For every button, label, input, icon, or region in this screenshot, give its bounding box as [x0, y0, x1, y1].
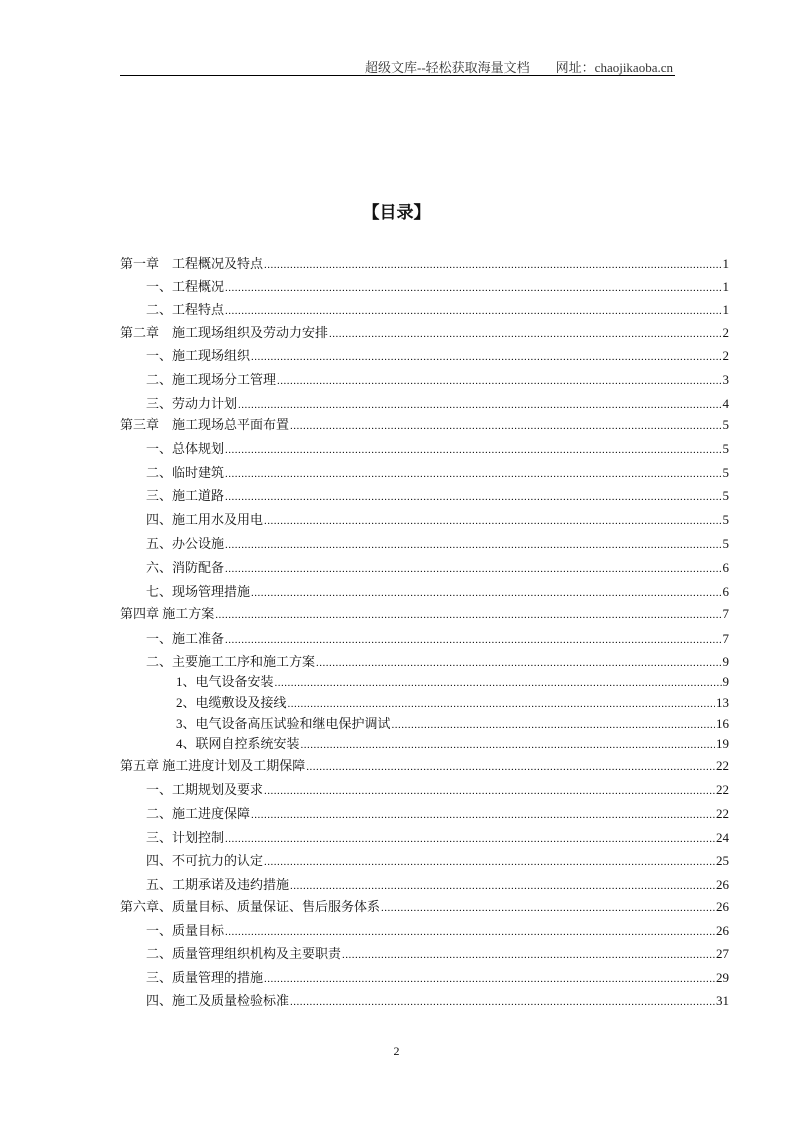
toc-entry-page: 4: [722, 396, 729, 411]
toc-leader-dots: [277, 373, 721, 389]
toc-entry[interactable]: [146, 279, 729, 295]
toc-entry[interactable]: [176, 674, 729, 690]
toc-entry-page: 9: [722, 654, 729, 669]
toc-entry-label: 3、电气设备高压试验和继电保护调试: [176, 716, 391, 731]
toc-entry[interactable]: [120, 256, 729, 272]
toc-leader-dots: [264, 783, 715, 799]
toc-entry-page: 2: [722, 325, 729, 340]
toc-leader-dots: [251, 807, 715, 823]
toc-entry[interactable]: [146, 970, 729, 986]
toc-entry-label: 二、质量管理组织机构及主要职责: [146, 946, 342, 961]
toc-entry[interactable]: [146, 631, 729, 647]
toc-entry-page: 22: [716, 806, 729, 821]
toc-entry-label: 一、总体规划: [146, 441, 225, 456]
header-site: 超级文库--轻松获取海量文档: [365, 60, 530, 75]
toc-entry-label: 六、消防配备: [146, 560, 225, 575]
toc-leader-dots: [342, 947, 715, 963]
toc-entry-page: 22: [716, 782, 729, 797]
toc-entry-label: 二、临时建筑: [146, 465, 225, 480]
toc-entry[interactable]: [176, 716, 729, 732]
toc-entry-label: 七、现场管理措施: [146, 584, 251, 599]
toc-entry[interactable]: [146, 923, 729, 939]
toc-entry-page: 6: [722, 584, 729, 599]
toc-entry-label: 一、质量目标: [146, 923, 225, 938]
toc-entry[interactable]: [120, 325, 729, 341]
toc-leader-dots: [225, 561, 721, 577]
toc-leader-dots: [329, 326, 721, 342]
toc-entry-label: 三、施工道路: [146, 488, 225, 503]
toc-entry[interactable]: [120, 899, 729, 915]
toc-entry-page: 5: [722, 417, 729, 432]
toc-entry[interactable]: [120, 758, 729, 774]
toc-leader-dots: [225, 280, 721, 296]
toc-entry-page: 31: [716, 993, 729, 1008]
toc-leader-dots: [290, 418, 721, 434]
toc-entry-label: 二、施工进度保障: [146, 806, 251, 821]
header-url: 网址：chaojikaoba.cn: [555, 60, 673, 75]
toc-entry-label: 一、施工准备: [146, 631, 225, 646]
toc-entry-label: 一、施工现场组织: [146, 348, 251, 363]
page-number: 2: [393, 1044, 400, 1058]
toc-entry-page: 26: [716, 899, 729, 914]
toc-leader-dots: [264, 513, 721, 529]
toc-entry-label: 二、施工现场分工管理: [146, 372, 277, 387]
toc-entry[interactable]: [146, 806, 729, 822]
toc-entry-label: 第三章 施工现场总平面布置: [120, 417, 290, 432]
toc-entry[interactable]: [146, 302, 729, 318]
toc-entry[interactable]: [146, 441, 729, 457]
toc-entry[interactable]: [146, 465, 729, 481]
toc-leader-dots: [264, 971, 715, 987]
toc-leader-dots: [225, 632, 721, 648]
toc-entry[interactable]: [146, 654, 729, 670]
toc-leader-dots: [251, 585, 721, 601]
toc-entry[interactable]: [176, 736, 729, 752]
toc-entry-page: 25: [716, 853, 729, 868]
toc-entry-label: 2、电缆敷设及接线: [176, 695, 287, 710]
toc-entry[interactable]: [146, 853, 729, 869]
toc-leader-dots: [225, 489, 721, 505]
toc-entry-page: 13: [716, 695, 729, 710]
toc-entry-label: 第六章、质量目标、质量保证、售后服务体系: [120, 899, 381, 914]
toc-entry[interactable]: [146, 584, 729, 600]
toc-entry-label: 四、施工用水及用电: [146, 512, 264, 527]
toc-leader-dots: [306, 759, 715, 775]
toc-entry-label: 二、工程特点: [146, 302, 225, 317]
toc-entry-page: 16: [716, 716, 729, 731]
toc-entry-page: 6: [722, 560, 729, 575]
toc-entry[interactable]: [146, 560, 729, 576]
toc-leader-dots: [392, 717, 715, 733]
toc-entry-label: 1、电气设备安装: [176, 674, 274, 689]
toc-entry-page: 3: [722, 372, 729, 387]
toc-entry-page: 7: [722, 631, 729, 646]
toc-entry[interactable]: [146, 372, 729, 388]
toc-entry[interactable]: [146, 993, 729, 1009]
toc-leader-dots: [225, 537, 721, 553]
toc-entry[interactable]: [146, 396, 729, 412]
toc-entry-page: 29: [716, 970, 729, 985]
toc-leader-dots: [288, 696, 715, 712]
toc-entry[interactable]: [146, 877, 729, 893]
toc-entry-label: 三、计划控制: [146, 830, 225, 845]
toc-entry-label: 第二章 施工现场组织及劳动力安排: [120, 325, 329, 340]
toc-entry-label: 二、主要施工工序和施工方案: [146, 654, 316, 669]
toc-entry-page: 1: [722, 256, 729, 271]
toc-title: 【目录】: [362, 203, 431, 223]
toc-entry-page: 22: [716, 758, 729, 773]
toc-entry-label: 第五章 施工进度计划及工期保障: [120, 758, 306, 773]
toc-entry-label: 三、质量管理的措施: [146, 970, 264, 985]
toc-leader-dots: [225, 442, 721, 458]
toc-entry[interactable]: [146, 488, 729, 504]
toc-entry-label: 五、办公设施: [146, 536, 225, 551]
toc-leader-dots: [301, 737, 715, 753]
toc-leader-dots: [238, 397, 721, 413]
toc-leader-dots: [225, 831, 715, 847]
header-rule: [120, 75, 675, 76]
toc-entry-page: 24: [716, 830, 729, 845]
toc-leader-dots: [251, 349, 721, 365]
toc-entry-label: 四、不可抗力的认定: [146, 853, 264, 868]
toc-entry-label: 一、工程概况: [146, 279, 225, 294]
toc-entry-page: 5: [722, 488, 729, 503]
toc-entry-page: 26: [716, 877, 729, 892]
toc-entry[interactable]: [176, 695, 729, 711]
toc-leader-dots: [316, 655, 721, 671]
toc-entry-page: 7: [722, 606, 729, 621]
toc-leader-dots: [381, 900, 715, 916]
toc-entry[interactable]: [146, 536, 729, 552]
toc-entry-label: 第四章 施工方案: [120, 606, 215, 621]
toc-entry[interactable]: [146, 830, 729, 846]
toc-entry-page: 5: [722, 512, 729, 527]
toc-entry-label: 一、工期规划及要求: [146, 782, 264, 797]
toc-entry-page: 5: [722, 441, 729, 456]
toc-entry-label: 第一章 工程概况及特点: [120, 256, 264, 271]
toc-entry-label: 四、施工及质量检验标准: [146, 993, 290, 1008]
toc-entry[interactable]: [146, 348, 729, 364]
toc-leader-dots: [264, 854, 715, 870]
toc-entry[interactable]: [146, 512, 729, 528]
toc-entry[interactable]: [146, 946, 729, 962]
toc-entry[interactable]: [146, 782, 729, 798]
toc-entry-page: 1: [722, 279, 729, 294]
toc-entry-page: 27: [716, 946, 729, 961]
toc-entry[interactable]: [120, 417, 729, 433]
toc-entry-page: 5: [722, 465, 729, 480]
toc-leader-dots: [264, 257, 721, 273]
toc-entry[interactable]: [120, 606, 729, 622]
toc-leader-dots: [215, 607, 721, 623]
toc-leader-dots: [225, 466, 721, 482]
toc-entry-page: 19: [716, 736, 729, 751]
toc-leader-dots: [290, 994, 715, 1010]
toc-entry-page: 2: [722, 348, 729, 363]
toc-entry-page: 1: [722, 302, 729, 317]
page-header: [365, 57, 673, 76]
toc-leader-dots: [290, 878, 715, 894]
toc-entry-page: 5: [722, 536, 729, 551]
toc-leader-dots: [275, 675, 722, 691]
toc-entry-label: 4、联网自控系统安装: [176, 736, 300, 751]
toc-entry-page: 9: [722, 674, 729, 689]
toc-leader-dots: [225, 303, 721, 319]
toc-entry-label: 三、劳动力计划: [146, 396, 238, 411]
toc-entry-page: 26: [716, 923, 729, 938]
toc-leader-dots: [225, 924, 715, 940]
toc-entry-label: 五、工期承诺及违约措施: [146, 877, 290, 892]
